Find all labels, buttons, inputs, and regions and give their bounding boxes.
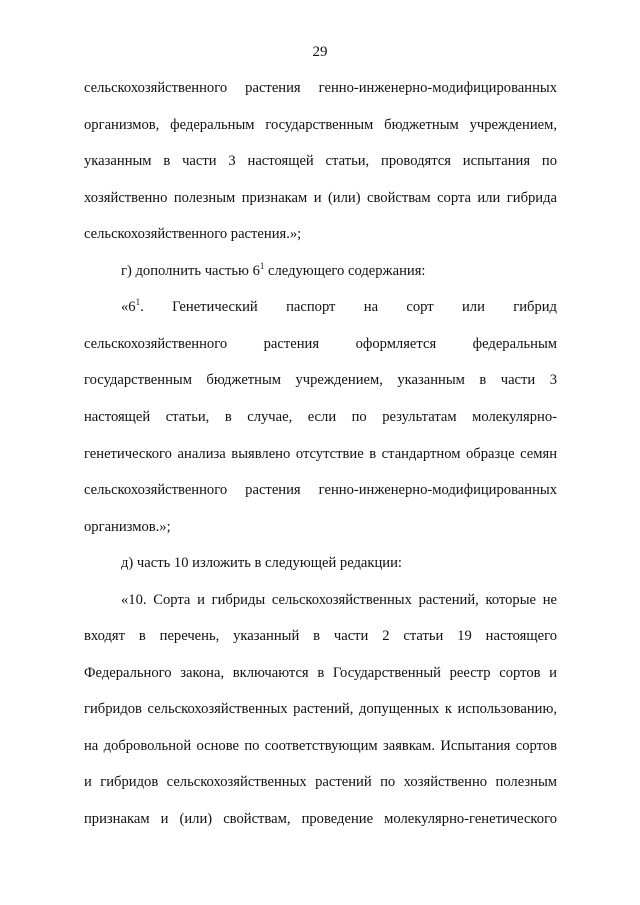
text-fragment: «6: [121, 299, 136, 316]
text-line: входят в перечень, указанный в части 2 статьи 19 настоящего: [84, 628, 557, 645]
text-line: «10. Сорта и гибриды сельскохозяйственных растений, которые не: [121, 591, 557, 608]
text-line: сельскохозяйственного растения.»;: [84, 226, 302, 243]
text-fragment: . Генетический паспорт на сорт или гибрид: [140, 299, 557, 316]
text-line: сельскохозяйственного растения генно-инженерно-модифицированных: [84, 482, 557, 499]
text-line: признакам и (или) свойствам, проведение молекулярно-генетического: [84, 811, 557, 827]
text-line: сельскохозяйственного растения генно-инженерно-модифицированных: [84, 80, 557, 96]
text-fragment: г) дополнить частью 6: [121, 262, 260, 279]
text-line: настоящей статьи, в случае, если по результатам молекулярно-: [84, 408, 557, 425]
text-line: сельскохозяйственного растения оформляется федеральным: [84, 335, 557, 352]
superscript: 1: [135, 297, 141, 308]
text-line: организмов, федеральным государственным бюджетным учреждением,: [84, 116, 557, 133]
text-line: на добровольной основе по соответствующим заявкам. Испытания сортов: [84, 737, 557, 754]
text-line: и гибридов сельскохозяйственных растений по хозяйственно полезным: [84, 774, 557, 791]
text-line: генетического анализа выявлено отсутствие в стандартном образце семян: [84, 445, 557, 462]
text-line: д) часть 10 изложить в следующей редакции:: [121, 555, 402, 572]
page-number: 29: [312, 44, 328, 60]
text-line: [121, 261, 557, 281]
text-line: государственным бюджетным учреждением, указанным в части 3: [84, 372, 557, 389]
text-line: указанным в части 3 настоящей статьи, проводятся испытания по: [84, 153, 557, 170]
superscript: 1: [259, 260, 265, 271]
text-line: хозяйственно полезным признакам и (или) свойствам сорта или гибрида: [84, 189, 557, 206]
text-line: Федерального закона, включаются в Государственный реестр сортов и: [84, 664, 557, 681]
text-line: гибридов сельскохозяйственных растений, допущенных к использованию,: [84, 701, 557, 718]
text-line: организмов.»;: [84, 518, 171, 535]
text-fragment: следующего содержания:: [264, 262, 426, 279]
text-line: [121, 297, 557, 317]
